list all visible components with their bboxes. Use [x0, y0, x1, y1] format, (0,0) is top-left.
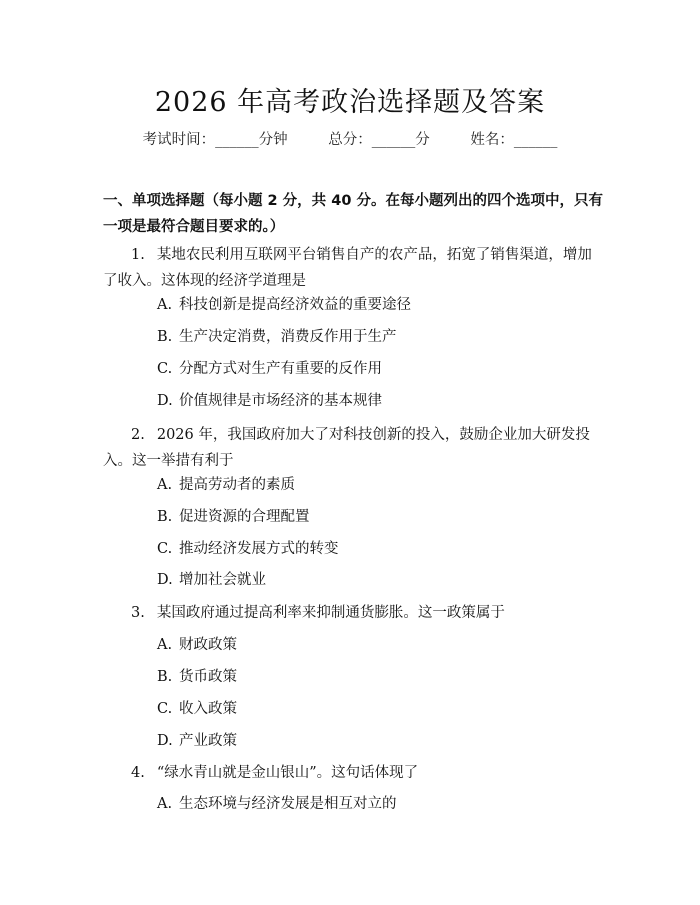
- option-text: 货币政策: [179, 669, 237, 685]
- option-text: 促进资源的合理配置: [179, 509, 310, 525]
- question-1-option-c: [157, 356, 382, 382]
- option-text: 提高劳动者的素质: [179, 477, 295, 493]
- option-letter: A.: [157, 796, 173, 812]
- option-letter: D.: [157, 393, 173, 409]
- option-text: 生态环境与经济发展是相互对立的: [179, 796, 397, 812]
- question-number: 3.: [131, 605, 145, 621]
- question-3-option-b: [157, 664, 237, 690]
- exam-meta-line: [0, 128, 700, 149]
- question-number: 4.: [131, 765, 145, 781]
- question-2-option-c: [157, 536, 339, 562]
- option-letter: C.: [157, 361, 173, 377]
- option-text: 推动经济发展方式的转变: [179, 541, 339, 557]
- total-score-field: 总分：______分: [328, 132, 430, 148]
- option-letter: A.: [157, 637, 173, 653]
- section-heading: 一、单项选择题（每小题 2 分，共 40 分。在每小题列出的四个选项中，只有一项是最符合题目要求的。）: [103, 193, 603, 235]
- exam-time-field: 考试时间：______分钟: [142, 132, 288, 148]
- question-1-option-d: [157, 388, 382, 414]
- option-text: 产业政策: [179, 733, 237, 749]
- question-4-option-a: [157, 791, 397, 817]
- option-text: 财政政策: [179, 637, 237, 653]
- question-3-option-a: [157, 632, 237, 658]
- option-text: 价值规律是市场经济的基本规律: [179, 393, 382, 409]
- option-letter: B.: [157, 509, 173, 525]
- option-text: 生产决定消费，消费反作用于生产: [179, 329, 397, 345]
- question-3-option-c: [157, 696, 237, 722]
- option-text: 收入政策: [179, 701, 237, 717]
- option-text: 分配方式对生产有重要的反作用: [179, 361, 382, 377]
- question-2: [103, 422, 603, 474]
- question-1-option-b: [157, 324, 397, 350]
- question-3-option-d: [157, 728, 237, 754]
- student-name-field: 姓名：______: [470, 132, 558, 148]
- question-text: “绿水青山就是金山银山”。这句话体现了: [156, 765, 419, 781]
- question-text: 某国政府通过提高利率来抑制通货膨胀。这一政策属于: [156, 605, 505, 621]
- option-text: 科技创新是提高经济效益的重要途径: [179, 297, 411, 313]
- option-letter: C.: [157, 541, 173, 557]
- option-letter: D.: [157, 733, 173, 749]
- option-letter: B.: [157, 669, 173, 685]
- question-4: [103, 760, 603, 786]
- question-number: 2.: [131, 427, 145, 443]
- question-2-option-b: [157, 504, 310, 530]
- option-letter: B.: [157, 329, 173, 345]
- question-3: [103, 600, 603, 626]
- question-text: 某地农民利用互联网平台销售自产的农产品，拓宽了销售渠道，增加了收入。这体现的经济学道理是: [103, 247, 592, 289]
- question-number: 1.: [131, 247, 145, 263]
- option-letter: A.: [157, 297, 173, 313]
- option-letter: D.: [157, 572, 173, 588]
- option-text: 增加社会就业: [179, 572, 266, 588]
- page-title: 2026 年高考政治选择题及答案: [154, 87, 546, 118]
- question-1: [103, 242, 603, 294]
- option-letter: A.: [157, 477, 173, 493]
- question-text: 2026 年，我国政府加大了对科技创新的投入，鼓励企业加大研发投入。这一举措有利于: [103, 427, 590, 469]
- option-letter: C.: [157, 701, 173, 717]
- question-2-option-a: [157, 472, 295, 498]
- question-1-option-a: [157, 292, 411, 318]
- question-2-option-d: [157, 567, 266, 593]
